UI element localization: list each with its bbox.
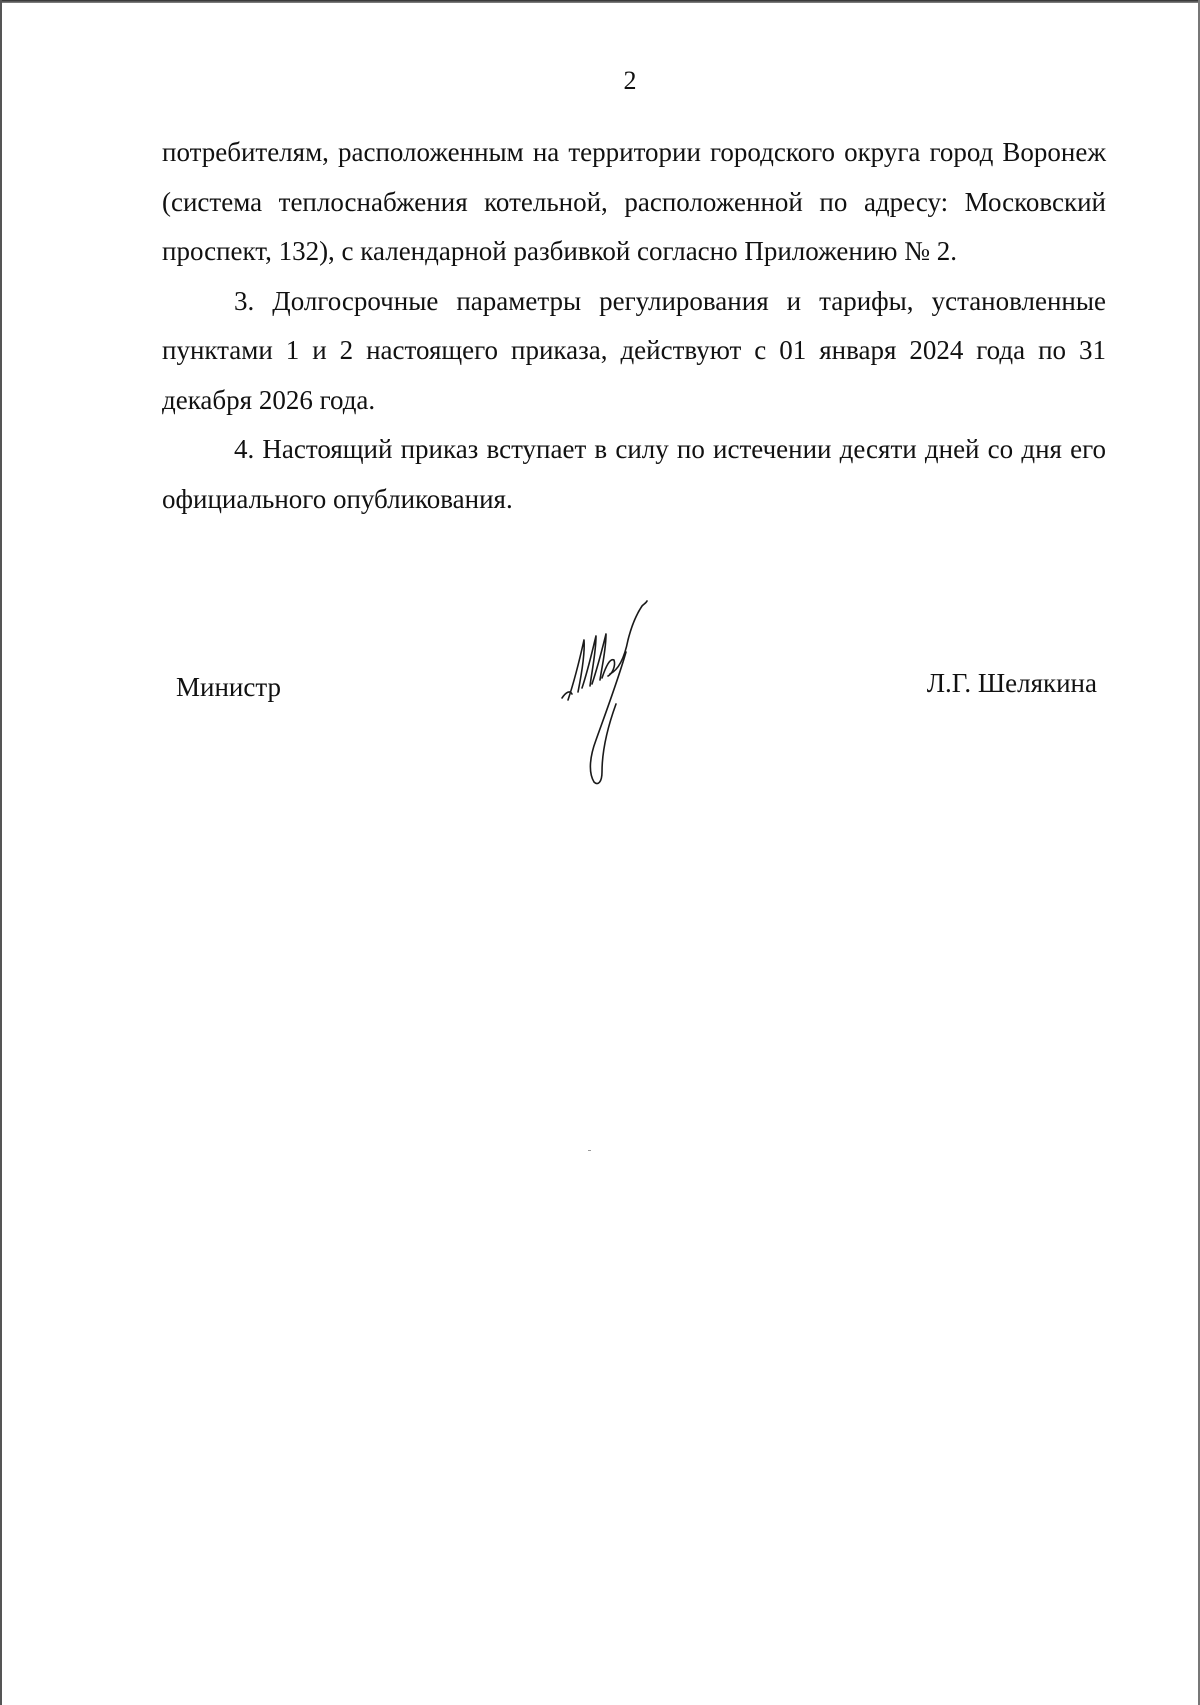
signatory-title: Министр (176, 672, 281, 702)
paragraph-continuation: потребителям, расположенным на территории городского округа город Воронеж (система теплоснабжения котельной, расположенной по адресу: Московский проспект, 132), с календарной разбивкой согласно Приложению № 2. (162, 137, 1106, 266)
scan-edge-top (0, 0, 1200, 3)
paragraph-item-3: 3. Долгосрочные параметры регулирования и тарифы, установленные пунктами 1 и 2 настоящего приказа, действуют с 01 января 2024 года по 31 декабря 2026 года. (162, 285, 1106, 415)
scan-speck (588, 1150, 591, 1151)
page-number: 2 (623, 66, 637, 95)
paragraph-item-4: 4. Настоящий приказ вступает в силу по истечении десяти дней со дня его официального опубликования. (162, 434, 1106, 514)
signatory-name: Л.Г. Шелякина (926, 668, 1097, 698)
handwritten-signature-icon (552, 600, 682, 790)
document-body (162, 128, 1106, 524)
scan-edge-left (0, 0, 2, 1705)
